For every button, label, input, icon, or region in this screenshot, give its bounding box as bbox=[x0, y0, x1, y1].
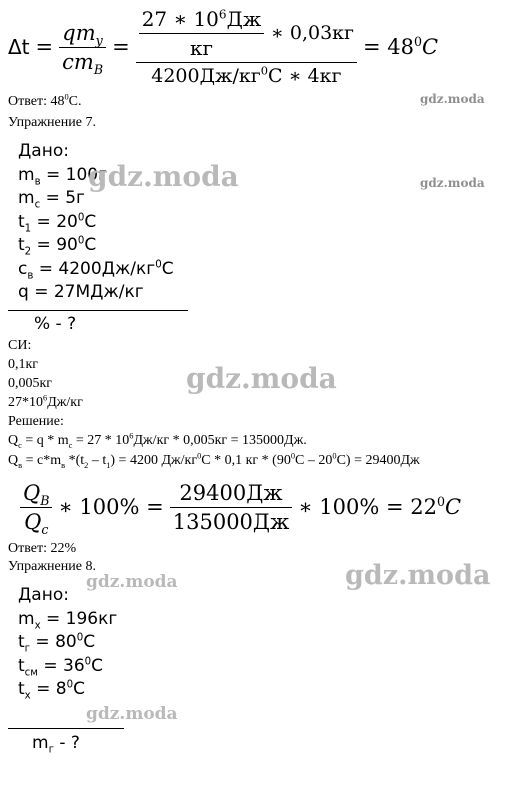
result-sup: 0 bbox=[414, 34, 423, 49]
qc-line: $Q_c = q * m_c = 27 * 10^6Дж/кг * 0,005кг = 135000Дж$. bbox=[8, 431, 307, 450]
fraction-q-over-kg bbox=[139, 7, 265, 60]
ex7-given-0: $m_в = 100г$ bbox=[18, 164, 108, 187]
equals-sign: = bbox=[35, 35, 54, 59]
ex8-given-3: $t_x = 8^0С$ bbox=[18, 679, 85, 702]
big-num-sup: 6 bbox=[218, 7, 227, 22]
ex7-given-5: q = 27МДж/кг bbox=[18, 282, 144, 302]
result-unit: C bbox=[422, 35, 439, 59]
frac-denominator: cm bbox=[62, 49, 94, 74]
answer-1-post: С. bbox=[68, 94, 82, 109]
ex7-given-2: $t_1 = 20^0С$ bbox=[18, 211, 97, 234]
frac-numerator: qm bbox=[62, 20, 96, 45]
si-title: СИ: bbox=[8, 338, 32, 353]
times-100-1: ∗ 100% = bbox=[58, 495, 164, 519]
qv-line: $Q_в = c*m_в$ $*(t_2 - t_1) = 4200$ $Дж/кг^0С * 0,1$ кг * $(90^0С - 20^0С) = 29400Дж$ bbox=[8, 451, 420, 470]
answer-1-pre: Ответ: 48 bbox=[8, 94, 65, 109]
ex7-given-title: Дано: bbox=[18, 141, 69, 161]
fraction-qb-over-qc: $\frac{Q_B}{Q_c}$ bbox=[20, 481, 52, 534]
times-mass: ∗ 0,03кг bbox=[270, 22, 355, 44]
ex8-given-2: $t_{см} = 36^0С$ bbox=[18, 655, 104, 678]
ex7-find: % - ? bbox=[34, 314, 77, 334]
answer-1-sup: 0 bbox=[64, 92, 69, 102]
big-num-den: кг bbox=[189, 36, 213, 60]
delta-t-symbol: Δt bbox=[8, 35, 30, 59]
ex8-given-block bbox=[18, 584, 117, 702]
big-num-main: 27 ∗ 10 bbox=[141, 7, 219, 31]
big-num-unit: Дж bbox=[226, 7, 262, 31]
ex8-find: $m_г$ - ? bbox=[32, 733, 80, 756]
answer-1 bbox=[8, 94, 82, 110]
result-pre: = 48 bbox=[363, 35, 415, 59]
ex7-given-divider bbox=[8, 310, 188, 311]
fraction-big bbox=[136, 7, 357, 87]
fraction-num: 29400Дж bbox=[179, 480, 283, 505]
answer-2: Ответ: 22% bbox=[8, 541, 77, 556]
si-item-2: $27*10^6Дж/кг$ bbox=[8, 393, 83, 410]
watermark: gdz.moda bbox=[86, 704, 178, 724]
ex7-given-1: $m_c = 5г$ bbox=[18, 188, 85, 211]
big-den-sup: 0 bbox=[260, 63, 269, 78]
ex7-given-3: $t_2 = 90^0С$ bbox=[18, 235, 97, 258]
fraction-qm-over-cm bbox=[59, 20, 106, 77]
solution-title: Решение: bbox=[8, 414, 64, 429]
equation-efficiency bbox=[20, 474, 461, 540]
exercise-7-title: Упражнение 7. bbox=[8, 115, 96, 130]
ex8-given-0: $m_x = 196кг$ bbox=[18, 608, 118, 631]
watermark: gdz.moda bbox=[186, 362, 337, 395]
exercise-8-title: Упражнение 8. bbox=[8, 559, 96, 574]
watermark: gdz.moda bbox=[86, 572, 178, 592]
big-den-b: С ∗ 4кг bbox=[268, 65, 342, 87]
si-item-1: 0,005кг bbox=[8, 376, 53, 391]
watermark: gdz.moda bbox=[345, 560, 491, 591]
equation-delta-t: Δt = $\frac{qm_у}{cm_В}$ = $\frac{27 ∗ 10^6Дж}{кг}$ ∗ 0,03кг $4200Дж/кг^0С$ ∗ 4кг = $48^0C$ bbox=[8, 7, 439, 87]
frac-numerator-sub: у bbox=[95, 32, 103, 48]
si-item-0: 0,1кг bbox=[8, 357, 39, 372]
watermark: gdz.moda bbox=[420, 176, 485, 190]
ex8-given-1: $t_г = 80^0С$ bbox=[18, 632, 96, 655]
ex7-given-4: $c_в = 4200Дж/кг^0С$ bbox=[18, 258, 174, 281]
frac-denominator-sub: В bbox=[93, 61, 104, 77]
watermark: gdz.moda bbox=[420, 92, 485, 106]
result-48 bbox=[363, 35, 438, 59]
big-den-a: 4200Дж/кг bbox=[151, 65, 261, 87]
result-22: ∗ $100\% = 22^0C$ bbox=[298, 494, 462, 519]
fraction-numbers bbox=[170, 481, 293, 534]
ex8-given-title: Дано: bbox=[18, 585, 69, 605]
ex8-given-divider bbox=[8, 728, 124, 729]
fraction-den: 135000Дж bbox=[172, 509, 290, 534]
watermark: gdz.moda bbox=[88, 160, 239, 193]
